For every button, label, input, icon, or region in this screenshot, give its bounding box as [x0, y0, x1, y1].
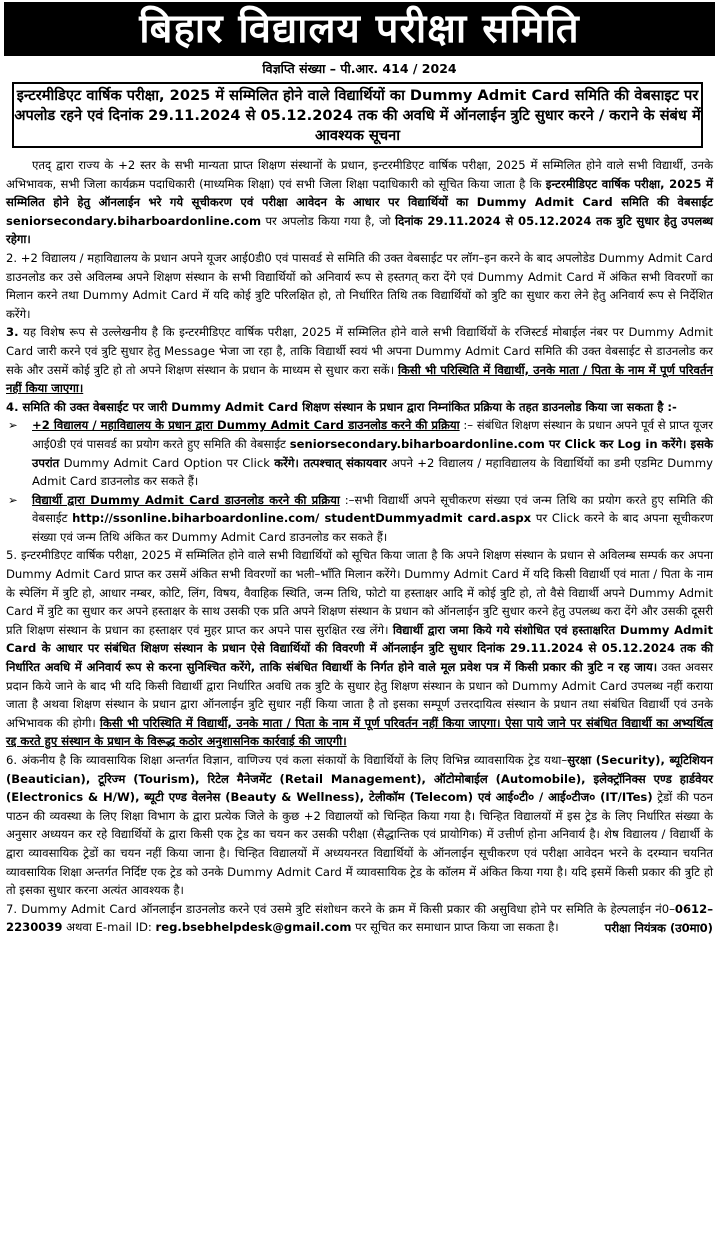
paragraph-2: 2. +2 विद्यालय / महाविद्यालय के प्रधान अपने यूजर आई0डी0 एवं पासवर्ड से समिति की उक्त वेबसाईट पर लॉग–इन करने के बाद अपलोडेड Dummy Admit Card डाउनलोड कर उसे अविलम्ब अपने शिक्षण संस्थान के सभी विद्यार्थियों को अनिवार्य रूप से हस्तगत् करा देंगे एवं Dummy Admit Card में अंकित सभी विवरणों का मिलान करने तथा Dummy Admit Card में यदि कोई त्रुटि परिलक्षित हो, तो निर्धारित तिथि तक विद्यार्थियों को त्रुटि का सुधार करा लेने हेतु अनिवार्य रूप से निर्देशित करेंगे।: [6, 250, 713, 321]
paragraph-1: एतद् द्वारा राज्य के +2 स्तर के सभी मान्यता प्राप्त शिक्षण संस्थानों के प्रधान, इन्टरमीडिएट वार्षिक परीक्षा, 2025 में सम्मिलित होने वाले सभी विद्यार्थी, उनके अभिभावक, सभी जिला कार्यक्रम पदाधिकारी (माध्यमिक शिक्षा) एवं सभी जिला शिक्षा पदाधिकारी को सूचित किया जाता है कि इन्टरमीडिएट वार्षिक परीक्षा, 2025 में सम्मिलित होने हेतु ऑनलाईन भरे गये सूचीकरण एवं परीक्षा आवेदन के आधार पर विद्यार्थियों का Dummy Admit Card समिति की वेबसाईट seniorsecondary.biharboardonline.com पर अपलोड किया गया है, जो दिनांक 29.11.2024 से 05.12.2024 तक त्रुटि सुधार हेतु उपलब्ध रहेगा।: [6, 158, 713, 247]
helpdesk-email[interactable]: reg.bsebhelpdesk@gmail.com: [155, 920, 352, 935]
arrow-icon: ➢: [8, 418, 18, 433]
student-download-link[interactable]: http://ssonline.biharboardonline.com/ studentDummyadmit card.aspx: [72, 511, 532, 526]
notice-body: [6, 156, 713, 938]
board-title-banner: बिहार विद्यालय परीक्षा समिति: [4, 2, 715, 56]
notice-subject: इन्टरमीडिएट वार्षिक परीक्षा, 2025 में सम्मिलित होने वाले विद्यार्थियों का Dummy Admit Card समिति की वेबसाइट पर अपलोड रहने एवं दिनांक 29.11.2024 से 05.12.2024 तक की अवधि में ऑनलाईन त्रुटि सुधार करने / कराने के संबंध में आवश्यक सूचना: [12, 82, 703, 148]
helpline-number: 0612–2230039: [6, 901, 713, 935]
bullet-principal-download: ➢ +2 विद्यालय / महाविद्यालय के प्रधान द्वारा Dummy Admit Card डाउनलोड करने की प्रक्रिया :– संबंधित शिक्षण संस्थान के प्रधान अपने पूर्व से प्राप्त यूजर आई0डी एवं पासवर्ड का प्रयोग करते हुए समिति की वेबसाईट seniorsecondary.biharboardonline.com पर Click कर Log in करेंगे। इसके उपरांत Dummy Admit Card Option पर Click करेंगे। तत्पश्चात् संकायवार अपने +2 विद्यालय / महाविद्यालय के विद्यार्थियों का डमी एडमिट Dummy Admit Card डाउनलोड कर सकते हैं।: [8, 418, 713, 489]
paragraph-6: 6. अंकनीय है कि व्यावसायिक शिक्षा अन्तर्गत विज्ञान, वाणिज्य एवं कला संकायों के विद्यार्थियों के लिए विभिन्न व्यावसायिक ट्रेड यथा–सुरक्षा (Security), ब्यूटिशियन (Beautician), टूरिज्म (Tourism), रिटेल मैनेजमेंट (Retail Management), ऑटोमोबाईल (Automobile), इलेक्ट्रॉनिक्स एण्ड हार्डवेयर (Electronics & H/W), ब्यूटी एण्ड वेलनेस (Beauty & Wellness), टेलीकॉम (Telecom) एवं आई०टी० / आई०टीज० (IT/ITes) ट्रेडों की पठन पाठन की व्यवस्था के लिए शिक्षा विभाग के द्वारा प्रत्येक जिले के कुछ +2 विद्यालयों को चिन्हित किया गया है। चिन्हित विद्यालयों में इस ट्रेड के लिए निर्धारित संख्या के अनुसार अध्ययन कर रहे विद्यार्थियों के द्वारा किसी एक ट्रेड का चयन कर उसकी परीक्षा (सैद्धान्तिक एवं प्रायोगिक) में उत्तीर्ण होना अनिवार्य है। शेष विद्यालय / विद्यार्थी के द्वारा व्यावसायिक ट्रेडों का चयन नहीं किया जाना है। चिन्हित विद्यालयों में अध्ययनरत विद्यार्थियों के ऑनलाईन सूचीकरण एवं परीक्षा आवेदन भरने के दरम्यान चयनित व्यावसायिक शिक्षा अन्तर्गत निर्दिष्ट एक ट्रेड को उनके Dummy Admit Card में व्यावसायिक ट्रेड के कॉलम में अंकित किया गया है। यदि इसमें किसी प्रकार की त्रुटि हो तो इसका सुधार करना अत्यंत आवश्यक है।: [6, 753, 713, 898]
notice-number: विज्ञप्ति संख्या – पी.आर. 414 / 2024: [262, 61, 457, 76]
signatory: परीक्षा नियंत्रक (उ0मा0): [604, 920, 713, 935]
bullet-student-download: ➢ विद्यार्थी द्वारा Dummy Admit Card डाउनलोड करने की प्रक्रिया :–सभी विद्यार्थी अपने सूचीकरण संख्या एवं जन्म तिथि का प्रयोग करते हुए समिति की वेबसाईट http://ssonline.biharboardonline.com/ studentDummyadmit card.aspx पर Click करने के बाद अपना सूचीकरण संख्या एवं जन्म तिथि अंकित कर Dummy Admit Card डाउनलोड कर सकते हैं।: [8, 492, 714, 544]
paragraph-3: 3. यह विशेष रूप से उल्लेखनीय है कि इन्टरमीडिएट वार्षिक परीक्षा, 2025 में सम्मिलित होने वाले सभी विद्यार्थियों के रजिस्टर्ड मोबाईल नंबर पर Dummy Admit Card जारी करने एवं त्रुटि सुधार हेतु Message भेजा जा रहा है, ताकि विद्यार्थी स्वयं भी अपना Dummy Admit Card समिति की उक्त वेबसाईट से डाउनलोड कर सके और उसमें कोई त्रुटि हो तो अपने शिक्षण संस्थान के प्रधान के माध्यम से सुधार करा सकें। किसी भी परिस्थिति में विद्यार्थी, उनके माता / पिता के नाम में पूर्ण परिवर्तन नहीं किया जाएगा।: [6, 325, 713, 396]
paragraph-4: 4. समिति की उक्त वेबसाईट पर जारी Dummy Admit Card शिक्षण संस्थान के प्रधान द्वारा निम्नांकित प्रक्रिया के तहत डाउनलोड किया जा सकता है :-: [6, 399, 677, 414]
paragraph-5: 5. इन्टरमीडिएट वार्षिक परीक्षा, 2025 में सम्मिलित होने वाले सभी विद्यार्थियों को सूचित किया जाता है कि अपने शिक्षण संस्थान के प्रधान से अविलम्ब सम्पर्क कर अपना Dummy Admit Card प्राप्त कर उसमें अंकित सभी विवरणों का भली–भाँति मिलान करेंगे। Dummy Admit Card में यदि किसी विद्यार्थी एवं माता / पिता के नाम के स्पेलिंग में त्रुटि हो, आधार नम्बर, कोटि, लिंग, विषय, वैवाहिक स्थिति, जन्म तिथि, फोटो या हस्ताक्षर आदि में कोई त्रुटि हो, तो वैसे विद्यार्थी अपने Dummy Admit Card में त्रुटि का सुधार कर अपने हस्ताक्षर के साथ उसकी एक प्रति अपने शिक्षण संस्थान के प्रधान को ऑनलाईन त्रुटि सुधार करने हेतु उपलब्ध करा देंगे और उसकी दूसरी प्रति शिक्षण संस्थान के प्रधान का हस्ताक्षर एवं मुहर प्राप्त कर अपने पास सुरक्षित रख लेंगे। विद्यार्थी द्वारा जमा किये गये संशोधित एवं हस्ताक्षरित Dummy Admit Card के आधार पर संबंधित शिक्षण संस्थान के प्रधान ऐसे विद्यार्थियों की विवरणी में ऑनलाईन त्रुटि सुधार दिनांक 29.11.2024 से 05.12.2024 तक की निर्धारित अवधि में अनिवार्य रूप से करना सुनिश्चित करेंगे, ताकि संबंधित विद्यार्थी के निर्गत होने वाले मूल प्रवेश पत्र में किसी प्रकार की त्रुटि न रह जाय। उक्त अवसर प्रदान किये जाने के बाद भी यदि किसी विद्यार्थी द्वारा निर्धारित अवधि तक त्रुटि के सुधार हेतु शिक्षण संस्थान के प्रधान को Dummy Admit Card उपलब्ध नहीं कराया जाता है अथवा शिक्षण संस्थान के प्रधान द्वारा ऑनलाईन त्रुटि सुधार नहीं किया जाता है तो इसका सम्पूर्ण उत्तरदायित्व संस्थान के प्रधान तथा संबंधित विद्यार्थी एवं उनके अभिभावक की होगी। किसी भी परिस्थिति में विद्यार्थी, उनके माता / पिता के नाम में पूर्ण परिवर्तन नहीं किया जाएगा। ऐसा पाये जाने पर संबंधित विद्यार्थी का अभ्यर्थित्व रद्द करते हुए संस्थान के प्रधान के विरूद्ध कठोर अनुशासनिक कार्रवाई की जाएगी।: [6, 548, 714, 749]
arrow-icon: ➢: [8, 492, 18, 507]
paragraph-7: 7. Dummy Admit Card ऑनलाईन डाउनलोड करने एवं उसमे त्रुटि संशोधन करने के क्रम में किसी प्रकार की असुविधा होने पर समिति के हेल्पलाईन नं0–0612–2230039 अथवा E-mail ID: reg.bsebhelpdesk@gmail.com पर सूचित कर समाधान प्राप्त किया जा सकता है।: [6, 901, 713, 935]
